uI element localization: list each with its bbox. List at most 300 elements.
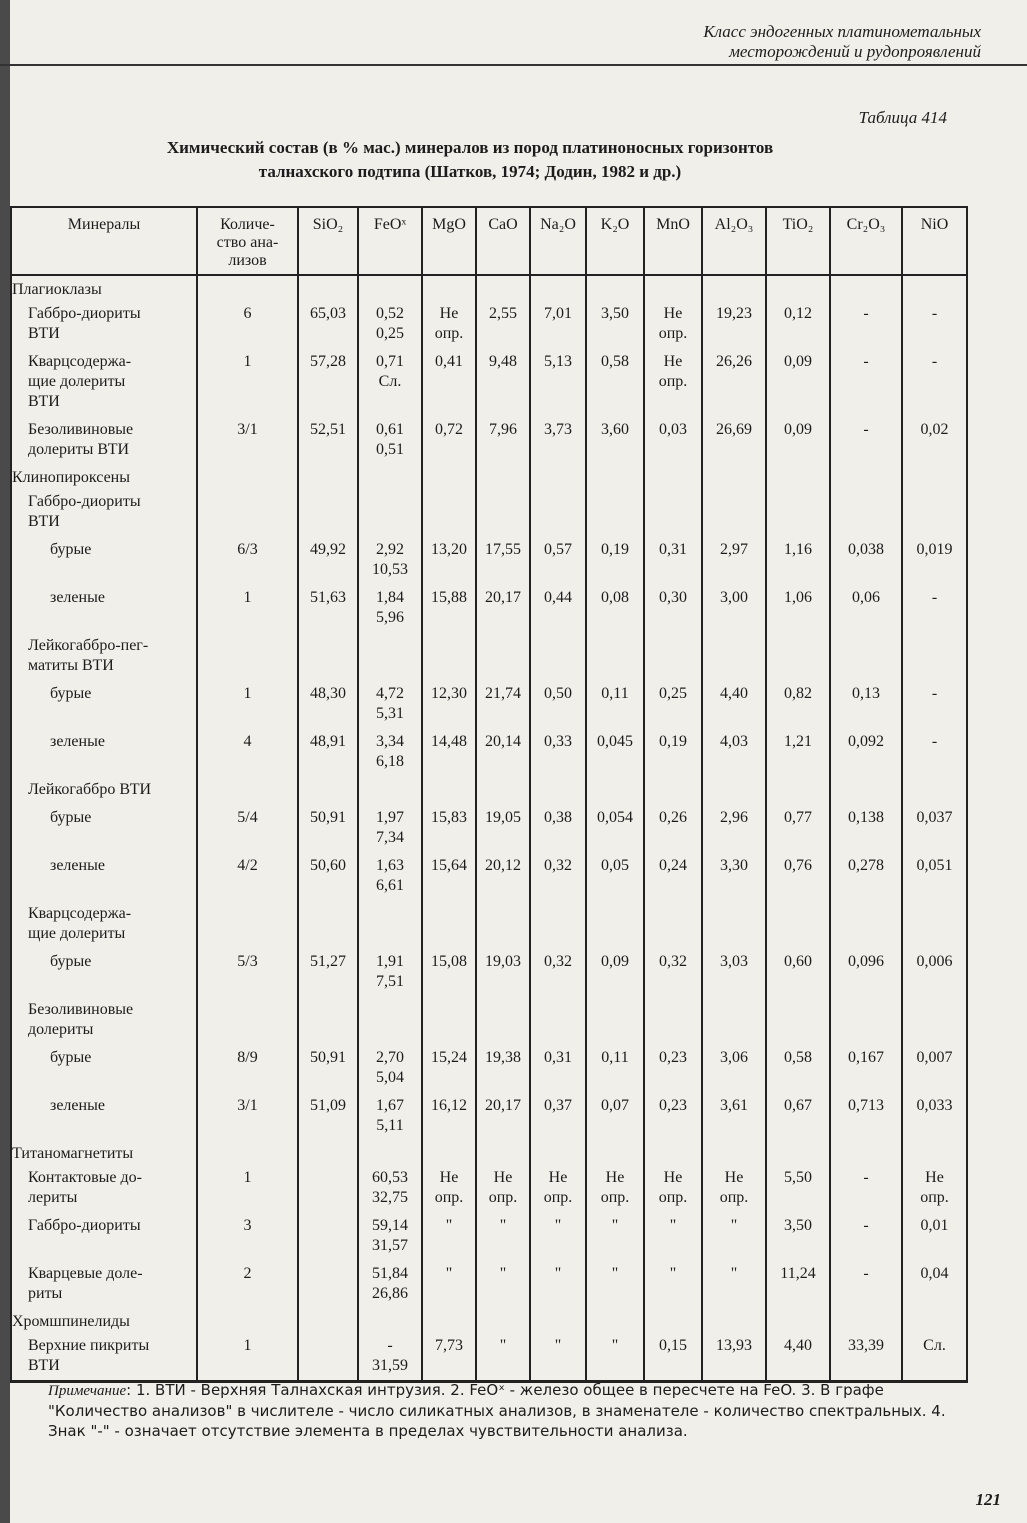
table-cell (358, 900, 422, 948)
table-cell: 0,23 (644, 1044, 702, 1092)
table-cell (902, 464, 967, 488)
table-cell: 26,26 (702, 348, 766, 416)
mineral-group-row (11, 1308, 967, 1332)
table-cell: 1,84 5,96 (358, 584, 422, 632)
table-cell (644, 776, 702, 804)
rock-name: бурые (11, 1044, 197, 1092)
column-header: Cr₂O₃ (830, 207, 902, 275)
table-cell (644, 1308, 702, 1332)
rock-name: Кварцевые доле- риты (11, 1260, 197, 1308)
rock-name: бурые (11, 536, 197, 584)
table-cell: 0,12 (766, 300, 830, 348)
table-cell (830, 1140, 902, 1164)
rock-subheading-row (11, 776, 967, 804)
table-cell: 0,19 (586, 536, 644, 584)
rock-subheading-row (11, 996, 967, 1044)
table-cell: 0,61 0,51 (358, 416, 422, 464)
table-cell: 9,48 (476, 348, 530, 416)
table-cell: 0,04 (902, 1260, 967, 1308)
table-cell: - (902, 680, 967, 728)
column-header: Минералы (11, 207, 197, 275)
table-cell (422, 464, 476, 488)
table-cell: 3,30 (702, 852, 766, 900)
table-cell (197, 275, 298, 300)
table-cell (298, 1332, 358, 1382)
table-cell: 0,051 (902, 852, 967, 900)
table-cell: " (530, 1332, 586, 1382)
table-cell: " (586, 1212, 644, 1260)
table-cell: - (830, 416, 902, 464)
table-cell (702, 632, 766, 680)
table-cell (197, 996, 298, 1044)
mineral-group-name: Титаномагнетиты (11, 1140, 197, 1164)
table-cell: " (476, 1260, 530, 1308)
table-cell: 0,037 (902, 804, 967, 852)
table-cell: 0,096 (830, 948, 902, 996)
table-cell (298, 464, 358, 488)
table-cell: Не опр. (586, 1164, 644, 1212)
table-cell: Не опр. (644, 1164, 702, 1212)
table-cell (530, 1308, 586, 1332)
table-cell (830, 1308, 902, 1332)
table-cell (298, 996, 358, 1044)
table-cell: 1 (197, 584, 298, 632)
table-cell: 51,27 (298, 948, 358, 996)
table-cell: 3,00 (702, 584, 766, 632)
table-cell: 1,63 6,61 (358, 852, 422, 900)
column-header: MnO (644, 207, 702, 275)
book-spine-shadow (0, 0, 10, 1523)
table-cell: 1,16 (766, 536, 830, 584)
table-cell: 0,03 (644, 416, 702, 464)
table-row (11, 1260, 967, 1308)
table-cell: Не опр. (476, 1164, 530, 1212)
table-cell (476, 275, 530, 300)
table-cell: - (830, 1212, 902, 1260)
note-text: : 1. ВТИ - Верхняя Талнахская интрузия. 2. FeOˣ - железо общее в пересчете на FeO. 3. В графе "Количество анализов" в числителе - число силикатных анализов, в знаменателе - количество спектральных. 4. Знак "-" - означает отсутствие элемента в пределах чувствительности анализа. (48, 1381, 946, 1440)
table-cell: 57,28 (298, 348, 358, 416)
table-cell (586, 1140, 644, 1164)
column-header: FeOˣ (358, 207, 422, 275)
table-cell (298, 776, 358, 804)
table-cell: 19,03 (476, 948, 530, 996)
table-note (48, 1380, 978, 1441)
table-row (11, 680, 967, 728)
running-head (703, 22, 981, 62)
table-cell: 51,84 26,86 (358, 1260, 422, 1308)
table-row (11, 584, 967, 632)
table-cell: 0,82 (766, 680, 830, 728)
table-cell: 65,03 (298, 300, 358, 348)
table-cell: 0,30 (644, 584, 702, 632)
table-cell: Не опр. (902, 1164, 967, 1212)
table-cell (702, 275, 766, 300)
table-cell (830, 632, 902, 680)
table-row (11, 1044, 967, 1092)
table-cell: 0,60 (766, 948, 830, 996)
table-cell: 19,05 (476, 804, 530, 852)
table-cell: - (902, 728, 967, 776)
table-cell: 0,01 (902, 1212, 967, 1260)
table-cell (530, 464, 586, 488)
table-cell: 0,67 (766, 1092, 830, 1140)
table-cell (586, 632, 644, 680)
mineral-group-row (11, 464, 967, 488)
table-cell: 0,52 0,25 (358, 300, 422, 348)
table-cell: 13,93 (702, 1332, 766, 1382)
table-cell: 6 (197, 300, 298, 348)
rock-name: зеленые (11, 852, 197, 900)
table-cell: " (422, 1260, 476, 1308)
table-cell: 21,74 (476, 680, 530, 728)
table-cell: 1,97 7,34 (358, 804, 422, 852)
table-cell: 0,32 (530, 852, 586, 900)
table-cell: - (830, 1164, 902, 1212)
table-cell: 0,713 (830, 1092, 902, 1140)
table-cell (702, 996, 766, 1044)
table-cell: " (644, 1260, 702, 1308)
rock-name: Лейкогаббро ВТИ (11, 776, 197, 804)
table-cell: " (702, 1212, 766, 1260)
table-row (11, 852, 967, 900)
table-cell: 0,054 (586, 804, 644, 852)
table-cell: 1,91 7,51 (358, 948, 422, 996)
table-cell: 1 (197, 1164, 298, 1212)
rock-name: Верхние пикриты ВТИ (11, 1332, 197, 1382)
table-cell (530, 275, 586, 300)
column-header: Al₂O₃ (702, 207, 766, 275)
table-cell: 0,167 (830, 1044, 902, 1092)
rock-name: зеленые (11, 728, 197, 776)
table-cell: 5,50 (766, 1164, 830, 1212)
table-cell (644, 464, 702, 488)
table-row (11, 416, 967, 464)
column-header: SiO₂ (298, 207, 358, 275)
table-cell: " (530, 1260, 586, 1308)
table-cell: 0,045 (586, 728, 644, 776)
mineral-group-row (11, 275, 967, 300)
table-cell: 1 (197, 1332, 298, 1382)
mineral-group-row (11, 1140, 967, 1164)
rock-name: Кварцсодержа- щие долериты ВТИ (11, 348, 197, 416)
table-cell: 0,019 (902, 536, 967, 584)
table-cell: 0,11 (586, 680, 644, 728)
table-cell: 0,23 (644, 1092, 702, 1140)
table-cell: 33,39 (830, 1332, 902, 1382)
table-cell (902, 488, 967, 536)
table-cell: 1,67 5,11 (358, 1092, 422, 1140)
table-cell (298, 632, 358, 680)
table-cell (476, 776, 530, 804)
table-cell (476, 488, 530, 536)
table-cell: 3 (197, 1212, 298, 1260)
table-cell: 15,88 (422, 584, 476, 632)
table-cell (298, 1308, 358, 1332)
table-cell (197, 900, 298, 948)
table-cell: 0,76 (766, 852, 830, 900)
table-cell: 1,21 (766, 728, 830, 776)
table-cell (766, 996, 830, 1044)
table-cell (476, 996, 530, 1044)
table-cell (766, 1140, 830, 1164)
table-cell: " (422, 1212, 476, 1260)
table-cell: 20,17 (476, 584, 530, 632)
table-cell (298, 1164, 358, 1212)
table-cell: 2 (197, 1260, 298, 1308)
table-cell: Не опр. (644, 300, 702, 348)
table-cell (830, 996, 902, 1044)
table-row (11, 536, 967, 584)
column-header: TiO₂ (766, 207, 830, 275)
table-cell (830, 464, 902, 488)
table-cell: 0,58 (586, 348, 644, 416)
table-cell: 52,51 (298, 416, 358, 464)
table-cell (422, 1308, 476, 1332)
table-row (11, 804, 967, 852)
table-cell (422, 275, 476, 300)
table-cell (422, 996, 476, 1044)
table-cell (422, 488, 476, 536)
table-cell (197, 1140, 298, 1164)
table-cell: 2,97 (702, 536, 766, 584)
table-cell: 3,73 (530, 416, 586, 464)
table-cell (197, 632, 298, 680)
table-cell: 1 (197, 680, 298, 728)
table-cell: 0,58 (766, 1044, 830, 1092)
table-cell: 15,08 (422, 948, 476, 996)
table-cell: 0,26 (644, 804, 702, 852)
table-cell (702, 464, 766, 488)
table-cell (644, 996, 702, 1044)
table-cell: 2,55 (476, 300, 530, 348)
table-row (11, 948, 967, 996)
mineral-group-name: Плагиоклазы (11, 275, 197, 300)
table-cell (766, 632, 830, 680)
table-cell: 15,24 (422, 1044, 476, 1092)
table-cell: 15,83 (422, 804, 476, 852)
table-cell (902, 996, 967, 1044)
rock-subheading-row (11, 632, 967, 680)
table-cell: 2,70 5,04 (358, 1044, 422, 1092)
table-row (11, 1332, 967, 1382)
table-cell: 13,20 (422, 536, 476, 584)
table-cell (902, 900, 967, 948)
table-cell: " (586, 1332, 644, 1382)
table-cell (830, 776, 902, 804)
table-cell (358, 464, 422, 488)
table-cell: 26,69 (702, 416, 766, 464)
table-cell: - (902, 348, 967, 416)
table-cell: 3,50 (586, 300, 644, 348)
table-cell (358, 488, 422, 536)
table-row (11, 1164, 967, 1212)
rock-name: бурые (11, 804, 197, 852)
table-cell (766, 1308, 830, 1332)
table-title-line-1: Химический состав (в % мас.) минералов из пород платиноносных горизонтов (166, 138, 774, 157)
table-row (11, 728, 967, 776)
table-cell (766, 464, 830, 488)
table-cell (766, 776, 830, 804)
table-cell: 15,64 (422, 852, 476, 900)
table-cell (586, 1308, 644, 1332)
table-cell: Не опр. (530, 1164, 586, 1212)
table-cell (766, 900, 830, 948)
table-cell: - (830, 348, 902, 416)
table-cell: 3,61 (702, 1092, 766, 1140)
table-cell: " (476, 1332, 530, 1382)
table-cell: 48,91 (298, 728, 358, 776)
table-cell: 0,006 (902, 948, 967, 996)
table-cell (766, 275, 830, 300)
rock-name: бурые (11, 948, 197, 996)
rock-name: Контактовые до- лериты (11, 1164, 197, 1212)
table-cell: Не опр. (644, 348, 702, 416)
table-cell: 0,02 (902, 416, 967, 464)
table-cell (422, 776, 476, 804)
table-cell: " (702, 1260, 766, 1308)
header-rule (0, 64, 1027, 66)
table-cell: 11,24 (766, 1260, 830, 1308)
table-cell: 3/1 (197, 1092, 298, 1140)
table-cell: 0,092 (830, 728, 902, 776)
table-cell (298, 1212, 358, 1260)
table-cell: 0,32 (644, 948, 702, 996)
table-cell: - 31,59 (358, 1332, 422, 1382)
table-row (11, 300, 967, 348)
table-cell: 0,19 (644, 728, 702, 776)
table-cell: 1 (197, 348, 298, 416)
table-cell: 59,14 31,57 (358, 1212, 422, 1260)
table-cell: - (830, 1260, 902, 1308)
table-cell: Сл. (902, 1332, 967, 1382)
table-cell (298, 275, 358, 300)
table-cell (830, 900, 902, 948)
table-cell (422, 1140, 476, 1164)
table-cell: 1,06 (766, 584, 830, 632)
table-cell: 20,14 (476, 728, 530, 776)
table-cell: 6/3 (197, 536, 298, 584)
table-cell: 16,12 (422, 1092, 476, 1140)
running-head-line-2: месторождений и рудопроявлений (729, 42, 981, 61)
table-cell: 0,72 (422, 416, 476, 464)
table-cell (830, 488, 902, 536)
table-cell (298, 1260, 358, 1308)
table-cell (644, 900, 702, 948)
table-cell (476, 1140, 530, 1164)
table-cell (422, 632, 476, 680)
table-cell: 0,09 (586, 948, 644, 996)
table-cell (298, 1140, 358, 1164)
table-cell: - (902, 300, 967, 348)
table-cell: 0,11 (586, 1044, 644, 1092)
table-cell: 5/3 (197, 948, 298, 996)
rock-name: Габбро-диориты (11, 1212, 197, 1260)
column-header: K₂O (586, 207, 644, 275)
column-header: Количе- ство ана- лизов (197, 207, 298, 275)
table-cell: " (644, 1212, 702, 1260)
table-cell: 0,033 (902, 1092, 967, 1140)
table-cell (902, 275, 967, 300)
composition-table (10, 206, 968, 1383)
table-cell (586, 996, 644, 1044)
table-cell: " (586, 1260, 644, 1308)
table-cell: 3,60 (586, 416, 644, 464)
table-cell: 8/9 (197, 1044, 298, 1092)
table-cell (358, 1140, 422, 1164)
table-cell: 0,09 (766, 348, 830, 416)
table-cell: 3/1 (197, 416, 298, 464)
table-cell: 0,05 (586, 852, 644, 900)
table-cell (476, 900, 530, 948)
table-cell: - (830, 300, 902, 348)
table-cell: 49,92 (298, 536, 358, 584)
table-cell: 2,92 10,53 (358, 536, 422, 584)
column-header: Na₂O (530, 207, 586, 275)
table-cell: 3,34 6,18 (358, 728, 422, 776)
rock-name: бурые (11, 680, 197, 728)
column-header: CaO (476, 207, 530, 275)
rock-name: Безоливиновые долериты ВТИ (11, 416, 197, 464)
table-cell (902, 632, 967, 680)
running-head-line-1: Класс эндогенных платинометальных (703, 22, 981, 41)
table-cell: " (530, 1212, 586, 1260)
table-body (11, 275, 967, 1382)
table-row (11, 348, 967, 416)
table-cell (358, 632, 422, 680)
table-cell: 20,17 (476, 1092, 530, 1140)
rock-subheading-row (11, 900, 967, 948)
table-cell (197, 464, 298, 488)
table-cell: 0,37 (530, 1092, 586, 1140)
table-cell: Не опр. (422, 1164, 476, 1212)
table-cell: 0,32 (530, 948, 586, 996)
table-cell (530, 488, 586, 536)
column-header: MgO (422, 207, 476, 275)
table-cell (586, 776, 644, 804)
table-cell (530, 776, 586, 804)
table-cell: 50,91 (298, 1044, 358, 1092)
table-cell (702, 488, 766, 536)
table-cell (530, 900, 586, 948)
table-cell: 4,40 (702, 680, 766, 728)
table-cell: 0,09 (766, 416, 830, 464)
table-cell (702, 776, 766, 804)
table-cell (702, 900, 766, 948)
table-cell (586, 488, 644, 536)
table-cell (644, 1140, 702, 1164)
table-cell (358, 275, 422, 300)
table-cell (902, 776, 967, 804)
table-cell (530, 996, 586, 1044)
table-cell: 3,06 (702, 1044, 766, 1092)
table-cell (476, 1308, 530, 1332)
table-cell: 2,96 (702, 804, 766, 852)
table-cell (830, 275, 902, 300)
table-cell: 0,71 Сл. (358, 348, 422, 416)
table-row (11, 1092, 967, 1140)
rock-name: Кварцсодержа- щие долериты (11, 900, 197, 948)
table-cell: 7,96 (476, 416, 530, 464)
table-cell (422, 900, 476, 948)
table-cell (586, 275, 644, 300)
table-cell: 0,38 (530, 804, 586, 852)
table-cell (644, 488, 702, 536)
table-cell: Не опр. (702, 1164, 766, 1212)
table-cell: " (476, 1212, 530, 1260)
table-cell: 12,30 (422, 680, 476, 728)
table-cell: 3,03 (702, 948, 766, 996)
table-number: Таблица 414 (858, 108, 947, 127)
